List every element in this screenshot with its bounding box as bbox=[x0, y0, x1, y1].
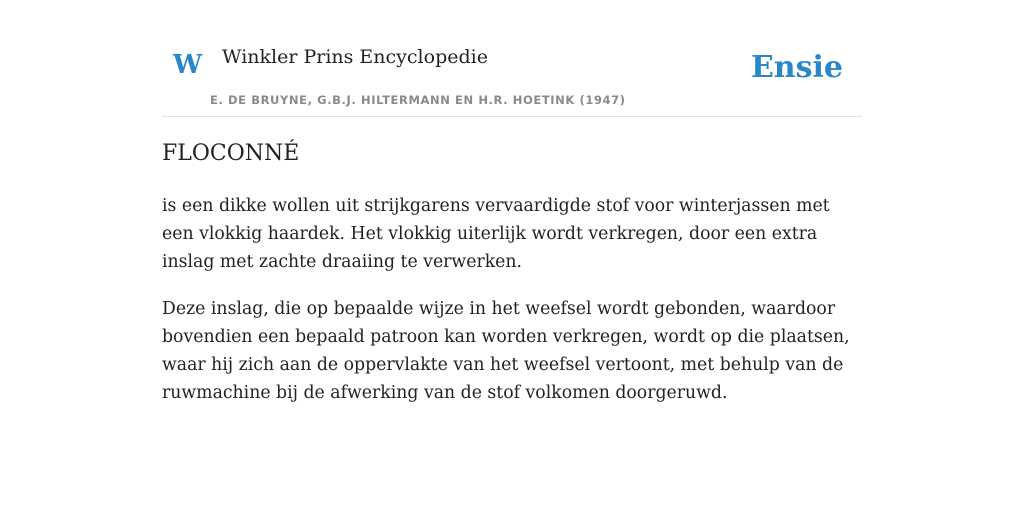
winkler-prins-logo[interactable]: W bbox=[173, 50, 203, 80]
article-title: FLOCONNÉ bbox=[162, 141, 300, 166]
source-authors: E. DE BRUYNE, G.B.J. HILTERMANN EN H.R. HOETINK (1947) bbox=[210, 93, 626, 107]
article-paragraph: is een dikke wollen uit strijkgarens vervaardigde stof voor winterjassen met een vlokkig haardek. Het vlokkig uiterlijk wordt verkregen, door een extra inslag met zachte draaiing te verwerken. bbox=[162, 196, 830, 272]
article-paragraph: Deze inslag, die op bepaalde wijze in het weefsel wordt gebonden, waardoor bovendien een bepaald patroon kan worden verkregen, wordt op die plaatsen, waar hij zich aan de oppervlakte van het weefsel vertoont, met behulp van de ruwmachine bij de afwerking van de stof volkomen doorgeruwd. bbox=[162, 299, 850, 403]
article-body bbox=[162, 192, 862, 407]
ensie-logo[interactable]: Ensie bbox=[750, 50, 843, 85]
source-header bbox=[162, 0, 862, 117]
source-title-link[interactable]: Winkler Prins Encyclopedie bbox=[222, 46, 488, 68]
article bbox=[162, 138, 862, 407]
